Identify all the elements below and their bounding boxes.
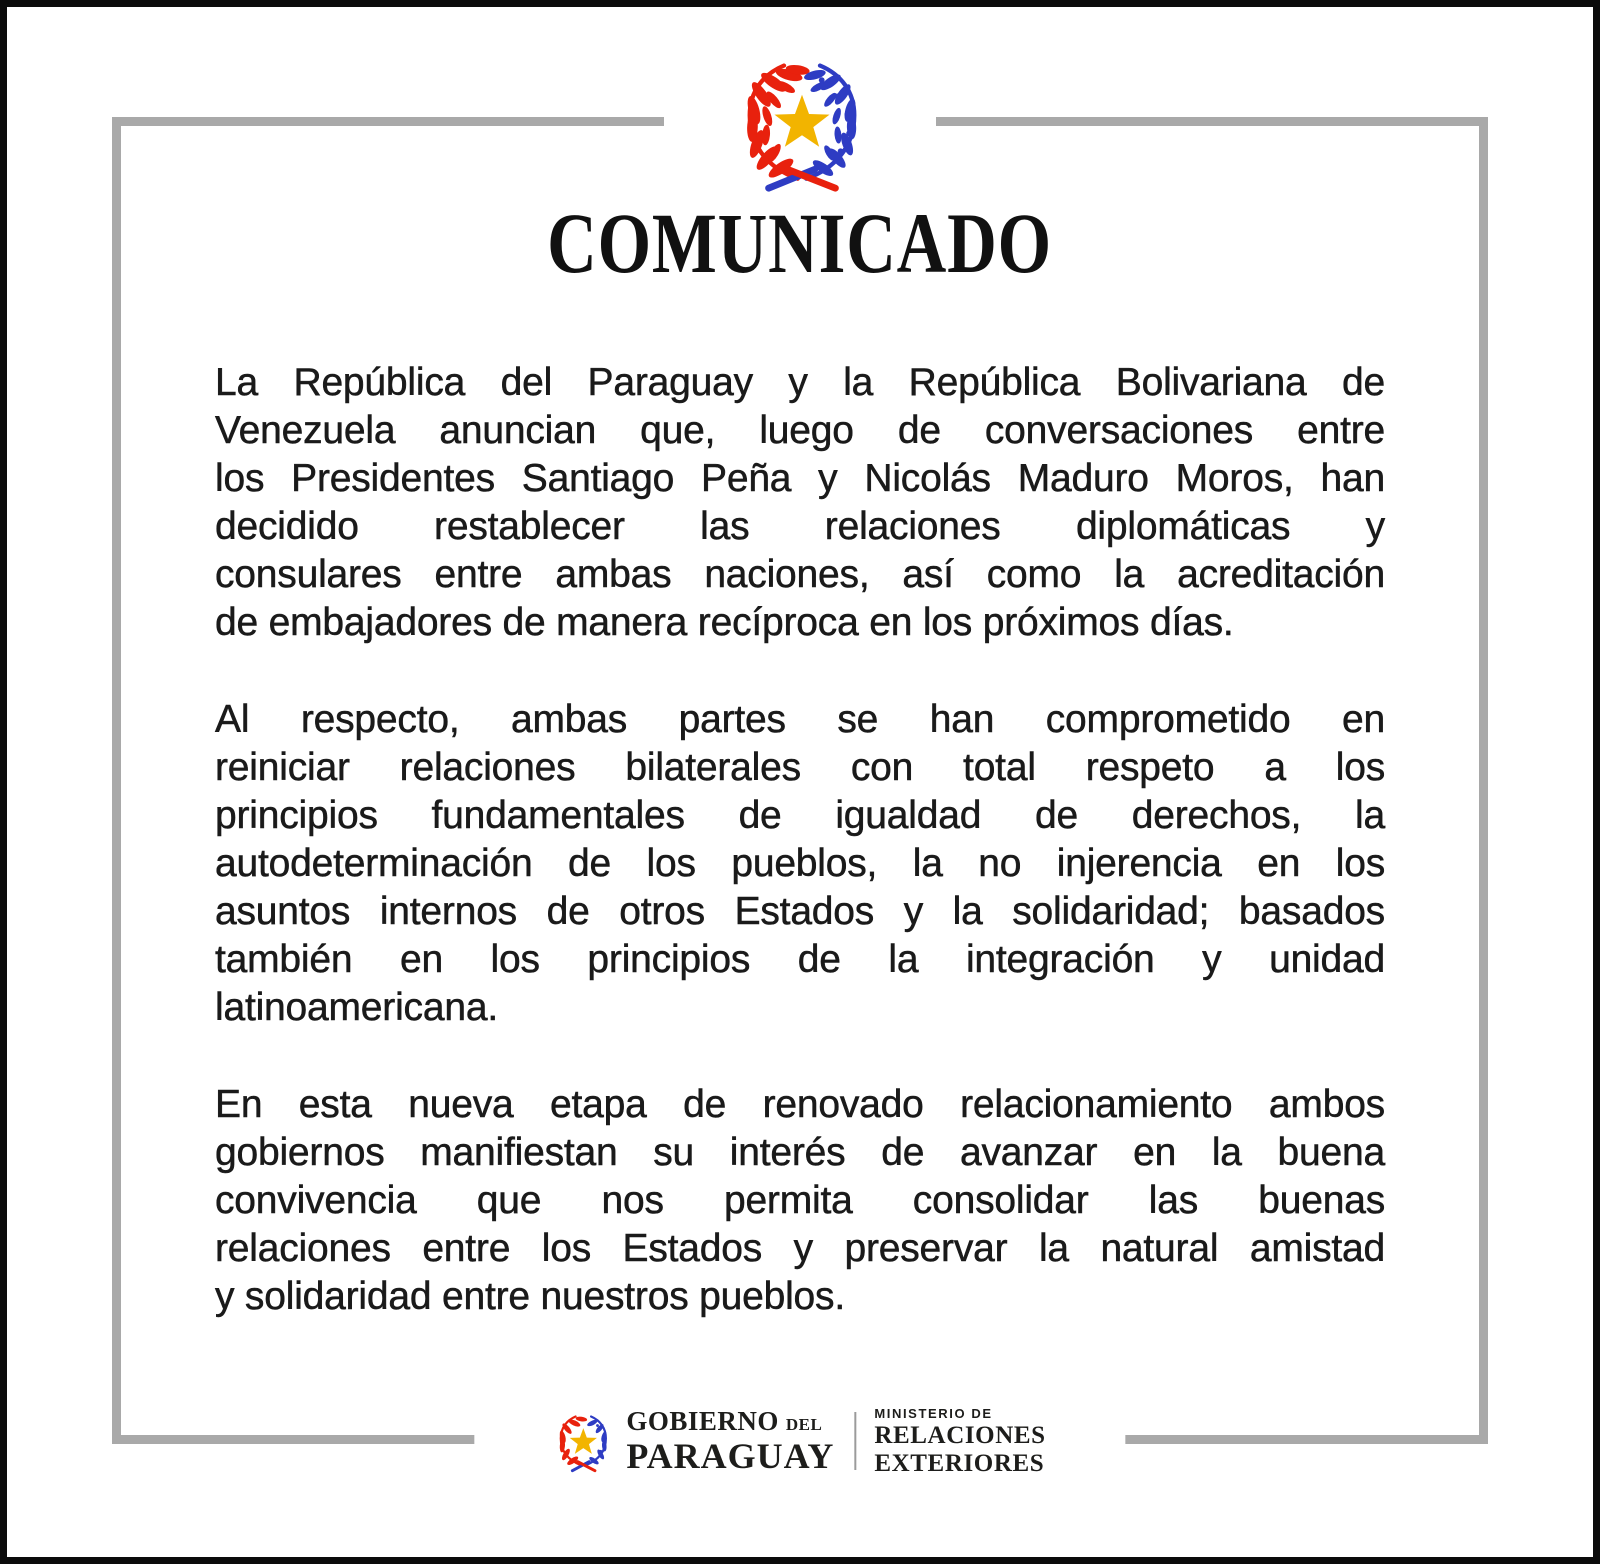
text-line: La República del Paraguay y la República Bolivariana de — [215, 361, 1385, 404]
page-title-text: COMUNICADO — [547, 195, 1053, 291]
text-line: Al respecto, ambas partes se han comprometido en — [215, 698, 1385, 741]
ministerio-de-text: MINISTERIO DE — [874, 1405, 993, 1421]
page-title — [7, 195, 1593, 291]
paragraph-2 — [215, 696, 1385, 1032]
footer-logo — [474, 1399, 1125, 1483]
text-line: gobiernos manifiestan su interés de avanzar en la buena — [215, 1131, 1385, 1174]
communique-body — [215, 359, 1385, 1321]
gobierno-paraguay-emblem-icon — [554, 1407, 612, 1475]
del-text: DEL — [785, 1415, 823, 1434]
text-line: Venezuela anuncian que, luego de conversaciones entre — [215, 409, 1385, 452]
text-line: los Presidentes Santiago Peña y Nicolás Maduro Moros, han — [215, 457, 1385, 500]
text-line: relaciones entre los Estados y preservar la natural amistad — [215, 1227, 1385, 1270]
text-line: principios fundamentales de igualdad de derechos, la — [215, 794, 1385, 837]
paragraph-1 — [215, 359, 1385, 647]
text-line: asuntos internos de otros Estados y la solidaridad; basados — [215, 890, 1385, 933]
text-line: reiniciar relaciones bilaterales con total respeto a los — [215, 746, 1385, 789]
exteriores-text: EXTERIORES — [874, 1449, 1045, 1477]
text-line: de embajadores de manera recíproca en los próximos días. — [215, 601, 1234, 644]
logo-divider — [854, 1412, 856, 1470]
text-line: En esta nueva etapa de renovado relacionamiento ambos — [215, 1083, 1385, 1126]
ministry-wordmark — [874, 1407, 1045, 1476]
text-line: convivencia que nos permita consolidar las buenas — [215, 1179, 1385, 1222]
text-line: y solidaridad entre nuestros pueblos. — [215, 1275, 845, 1318]
gobierno-text: GOBIERNO — [626, 1406, 779, 1436]
paraguay-wreath-emblem-icon — [712, 48, 892, 198]
paragraph-3 — [215, 1081, 1385, 1321]
relaciones-text: RELACIONES — [874, 1421, 1046, 1449]
text-line: consulares entre ambas naciones, así como la acreditación — [215, 553, 1385, 596]
text-line: decidido restablecer las relaciones diplomáticas y — [215, 505, 1385, 548]
gobierno-del-line — [626, 1408, 834, 1435]
text-line: también en los principios de la integración y unidad — [215, 938, 1385, 981]
gobierno-paraguay-wordmark — [626, 1408, 834, 1474]
text-line: autodeterminación de los pueblos, la no injerencia en los — [215, 842, 1385, 885]
text-line: latinoamericana. — [215, 986, 498, 1029]
paraguay-text: PARAGUAY — [626, 1436, 835, 1476]
